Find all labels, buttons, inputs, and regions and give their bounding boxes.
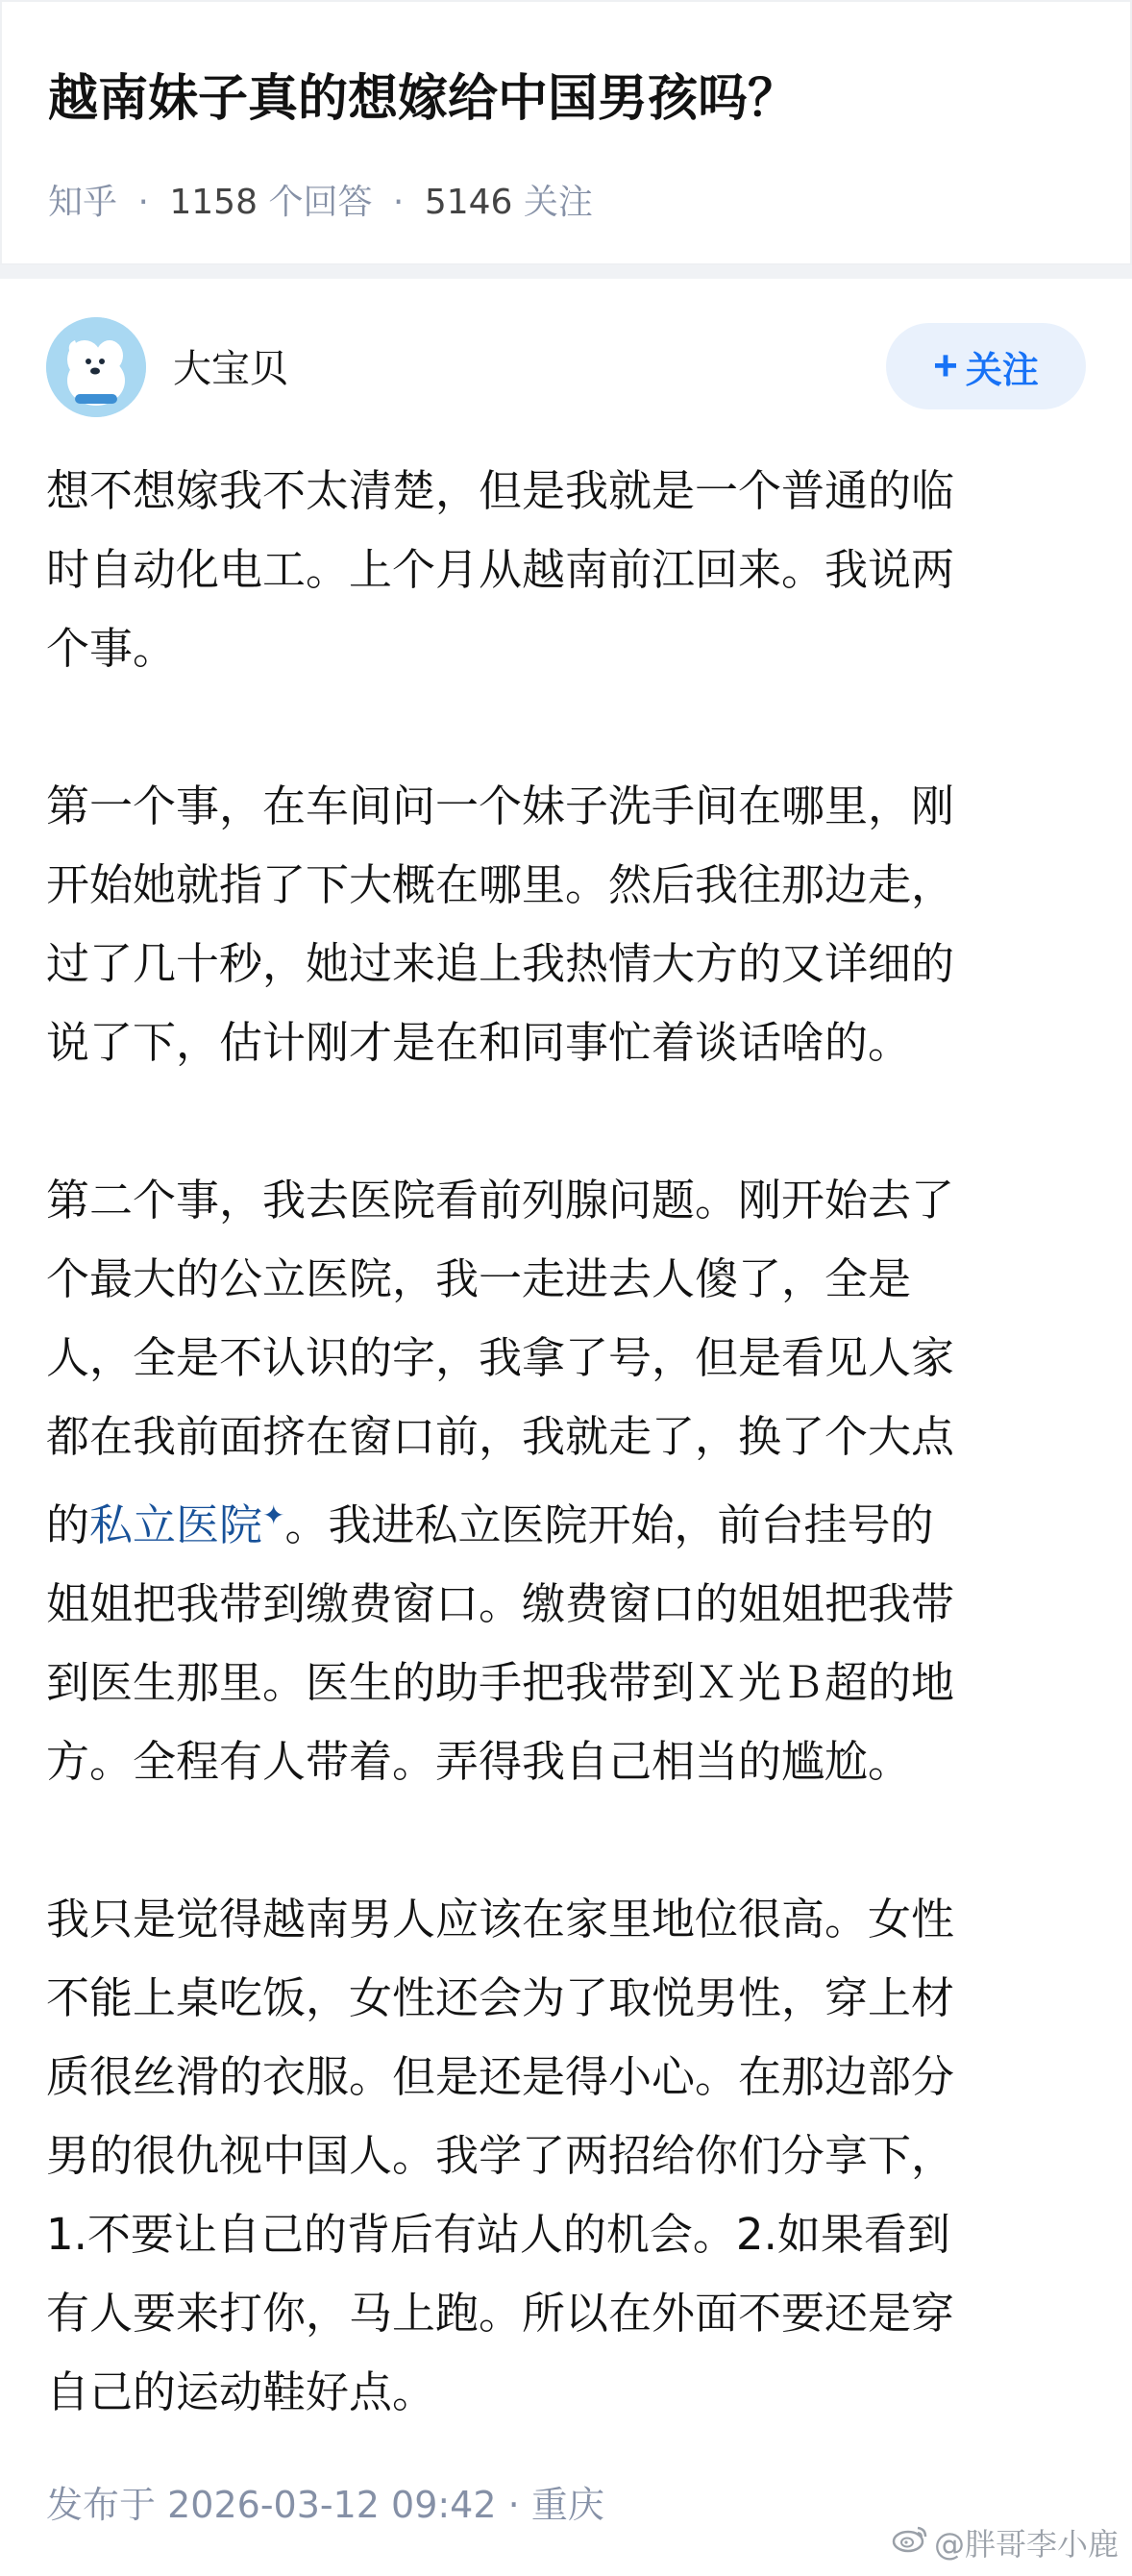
- plus-icon: +: [933, 342, 958, 389]
- text-line: 方。全程有人带着。弄得我自己相当的尴尬。: [46, 1736, 912, 1787]
- watermark-text: @胖哥李小鹿: [933, 2526, 1119, 2563]
- answer-content: [46, 452, 1086, 2432]
- question-title[interactable]: 越南妹子真的想嫁给中国男孩吗？: [48, 70, 799, 128]
- question-header: [0, 0, 1132, 265]
- weibo-icon: [892, 2524, 928, 2561]
- text-line: 个事。: [46, 623, 177, 674]
- text-line: 有人要来打你，马上跑。所以在外面不要还是穿: [46, 2288, 955, 2339]
- location: 重庆: [530, 2484, 604, 2526]
- avatar-icon[interactable]: [46, 317, 146, 417]
- published-label: 发布于: [46, 2484, 157, 2526]
- text-line: 个最大的公立医院，我一走进去人傻了，全是: [46, 1253, 912, 1304]
- followers-label: 关注: [523, 183, 593, 222]
- source-label: 知乎: [48, 183, 118, 222]
- paragraph-3: [46, 1161, 1086, 1801]
- author-row: [46, 317, 1086, 417]
- text-line: 开始她就指了下大概在哪里。然后我往那边走，: [46, 859, 955, 910]
- text-line: 1.不要让自己的背后有站人的机会。2.如果看到: [46, 2209, 950, 2260]
- text-line: 我只是觉得越南男人应该在家里地位很高。女性: [46, 1894, 955, 1944]
- answer-card: [0, 279, 1132, 2576]
- text-line: 人，全是不认识的字，我拿了号，但是看见人家: [46, 1332, 955, 1383]
- author-name[interactable]: 大宝贝: [173, 347, 288, 391]
- text-line: 姐姐把我带到缴费窗口。缴费窗口的姐姐把我带: [46, 1578, 955, 1629]
- text-line: 都在我前面挤在窗口前，我就走了，换了个大点: [46, 1411, 955, 1462]
- question-meta: [48, 175, 593, 224]
- link-prefix: 的: [46, 1499, 90, 1550]
- text-line: 过了几十秒，她过来追上我热情大方的又详细的: [46, 938, 955, 989]
- watermark: [892, 2520, 1119, 2564]
- text-line: 想不想嫁我不太清楚，但是我就是一个普通的临: [46, 465, 955, 516]
- answers-label: 个回答: [268, 183, 373, 222]
- text-line-with-link: [46, 1476, 1086, 1565]
- publish-info: [46, 2475, 604, 2528]
- meta-separator: ·: [137, 183, 149, 222]
- meta-separator: ·: [392, 183, 405, 222]
- meta-separator: ·: [507, 2484, 520, 2526]
- text-line: 第一个事，在车间问一个妹子洗手间在哪里，刚: [46, 780, 955, 831]
- text-line: 质很丝滑的衣服。但是还是得小心。在那边部分: [46, 2051, 955, 2102]
- answers-count: 1158: [169, 183, 258, 222]
- follow-button[interactable]: [886, 323, 1086, 409]
- text-line: 不能上桌吃饭，女性还会为了取悦男性，穿上材: [46, 1972, 955, 2023]
- keyword-link-private-hospital[interactable]: [89, 1499, 284, 1550]
- text-line: 第二个事，我去医院看前列腺问题。刚开始去了: [46, 1175, 955, 1226]
- link-suffix: 。我进私立医院开始，前台挂号的: [284, 1499, 934, 1550]
- text-line: 到医生那里。医生的助手把我带到Ｘ光Ｂ超的地: [46, 1657, 955, 1708]
- text-line: 男的很仇视中国人。我学了两招给你们分享下，: [46, 2130, 955, 2181]
- sparkle-icon: ✦: [262, 1499, 285, 1531]
- paragraph-1: [46, 452, 1086, 688]
- text-line: 时自动化电工。上个月从越南前江回来。我说两: [46, 544, 955, 595]
- text-line: 说了下，估计刚才是在和同事忙着谈话啥的。: [46, 1017, 912, 1068]
- text-line: 自己的运动鞋好点。: [46, 2366, 436, 2417]
- paragraph-4: [46, 1880, 1086, 2432]
- followers-count: 5146: [424, 183, 513, 222]
- paragraph-2: [46, 767, 1086, 1082]
- published-time: 2026-03-12 09:42: [167, 2484, 497, 2526]
- link-text: 私立医院: [89, 1499, 263, 1550]
- follow-label: 关注: [965, 350, 1039, 391]
